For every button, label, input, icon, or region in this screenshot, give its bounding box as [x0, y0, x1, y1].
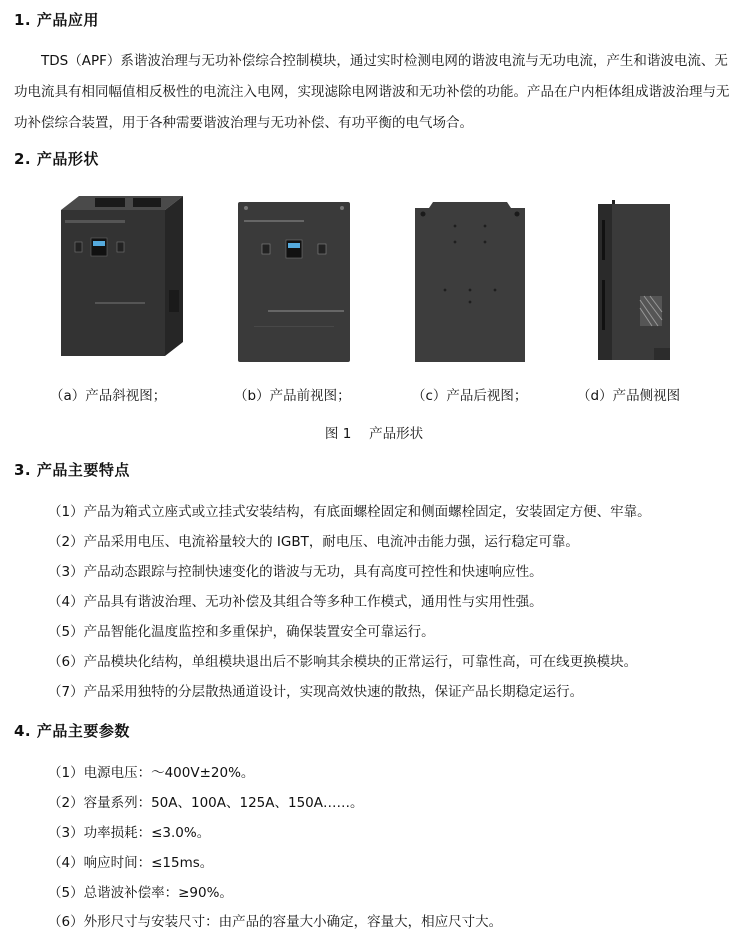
section-1-heading: 1. 产品应用: [14, 11, 99, 29]
product-side-view-image: [594, 200, 674, 364]
parameter-item-5: （5）总谐波补偿率：≥90%。: [48, 885, 233, 901]
section-1-paragraph: [14, 46, 732, 139]
product-oblique-view-image: [55, 190, 185, 362]
caption-oblique-view: （a）产品斜视图；: [50, 388, 167, 404]
feature-item-5: （5）产品智能化温度监控和多重保护，确保装置安全可靠运行。: [48, 624, 435, 640]
feature-item-7: （7）产品采用独特的分层散热通道设计，实现高效快速的散热，保证产品长期稳定运行。: [48, 684, 584, 700]
feature-item-3: （3）产品动态跟踪与控制快速变化的谐波与无功，具有高度可控性和快速响应性。: [48, 564, 543, 580]
parameter-item-3: （3）功率损耗：≤3.0%。: [48, 825, 211, 841]
feature-item-4: （4）产品具有谐波治理、无功补偿及其组合等多种工作模式，通用性与实用性强。: [48, 594, 543, 610]
parameter-item-2: （2）容量系列：50A、100A、125A、150A……。: [48, 795, 364, 811]
feature-item-6: （6）产品模块化结构，单组模块退出后不影响其余模块的正常运行，可靠性高，可在线更换模块。: [48, 654, 638, 670]
section-4-heading: 4. 产品主要参数: [14, 722, 130, 740]
feature-item-2: （2）产品采用电压、电流裕量较大的 IGBT，耐电压、电流冲击能力强，运行稳定可靠。: [48, 534, 579, 550]
product-rear-view-image: [415, 202, 525, 362]
feature-item-1: （1）产品为箱式立座式或立挂式安装结构，有底面螺栓固定和侧面螺栓固定，安装固定方便、牢靠。: [48, 504, 651, 520]
parameter-item-6: （6）外形尺寸与安装尺寸：由产品的容量大小确定，容量大，相应尺寸大。: [48, 914, 503, 930]
section-2-heading: 2. 产品形状: [14, 150, 99, 168]
section-1-text: TDS（APF）系谐波治理与无功补偿综合控制模块，通过实时检测电网的谐波电流与无功电流，产生和谐波电流、无功电流具有相同幅值相反极性的电流注入电网，实现滤除电网谐波和无功补偿的功能。产品在户内柜体组成谐波治理与无功补偿综合装置，用于各种需要谐波治理与无功补偿、有功平衡的电气场合。: [14, 53, 730, 131]
figure-title: 图 1 产品形状: [324, 426, 424, 442]
parameter-item-4: （4）响应时间：≤15ms。: [48, 855, 214, 871]
caption-front-view: （b）产品前视图；: [234, 388, 351, 404]
caption-rear-view: （c）产品后视图；: [412, 388, 528, 404]
caption-side-view: （d）产品侧视图: [577, 388, 681, 404]
product-front-view-image: [238, 202, 350, 362]
section-3-heading: 3. 产品主要特点: [14, 461, 130, 479]
parameter-item-1: （1）电源电压：～400V±20%。: [48, 765, 255, 781]
